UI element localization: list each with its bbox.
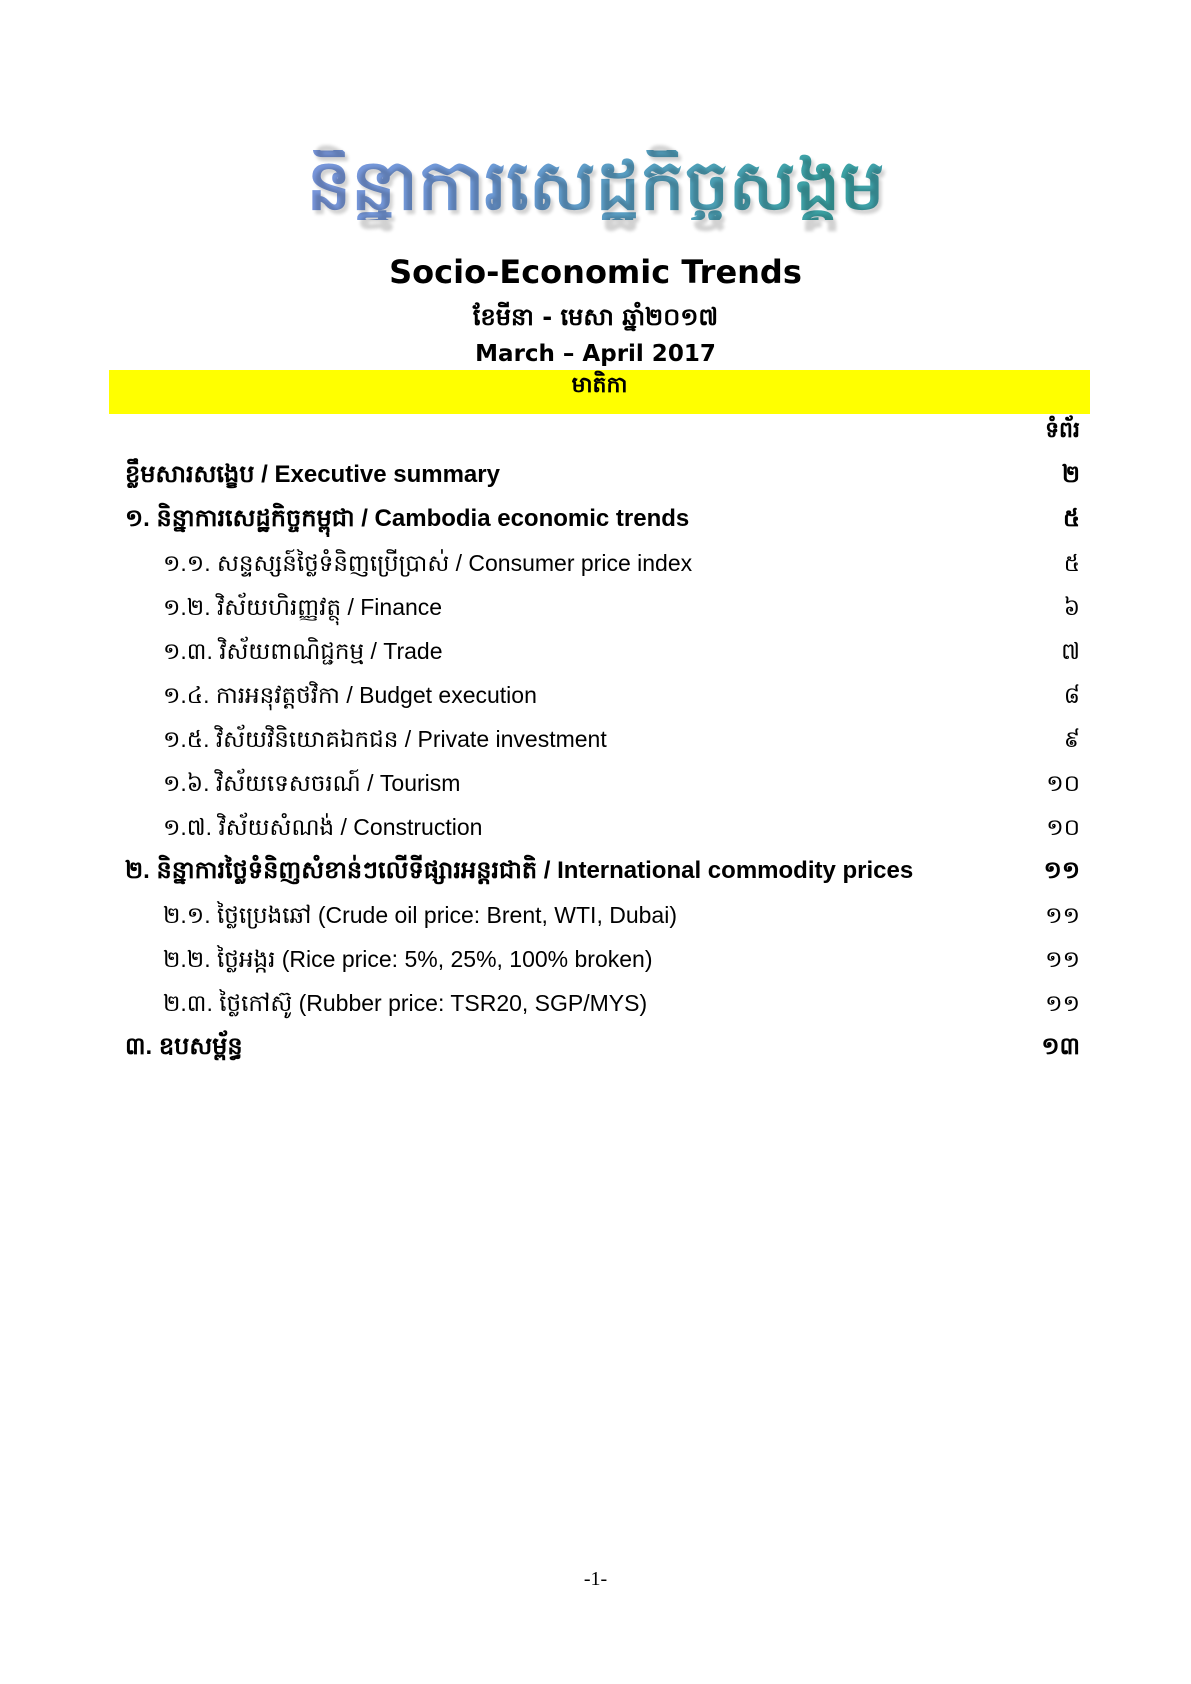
toc-entry-page: ៧ — [1061, 638, 1080, 664]
toc-entry-page: ១១ — [1045, 946, 1080, 972]
khmer-report-period: ខែមីនា - មេសា ឆ្នាំ២០១៧ — [472, 303, 719, 331]
toc-entry-title: ១.៧. វិស័យសំណង់ / Construction — [163, 814, 483, 840]
english-report-period: March – April 2017 — [475, 341, 716, 367]
toc-entry-page: ៦ — [1063, 594, 1080, 620]
toc-entry-title: ១.៦. វិស័យទេសចរណ៍ / Tourism — [163, 770, 461, 796]
toc-entry-title: ១. និន្នាការសេដ្ឋកិច្ចកម្ពុជា / Cambodia economic trends — [125, 505, 690, 532]
toc-entry-title: ២.២. ថ្លៃអង្ករ (Rice price: 5%, 25%, 100% broken) — [163, 946, 653, 972]
toc-entry-page: ៩ — [1063, 726, 1080, 752]
toc-entry-page: ៥ — [1063, 505, 1080, 532]
toc-entry-page: ១១ — [1043, 857, 1080, 884]
toc-entry-title: ២.៣. ថ្លៃកៅស៊ូ (Rubber price: TSR20, SGP/MYS) — [163, 990, 648, 1016]
toc-entry-title: ៣. ឧបសម្ព័ន្ធ — [125, 1033, 243, 1060]
english-report-title: Socio-Economic Trends — [389, 253, 802, 291]
toc-entry-title: ២. និន្នាការថ្លៃទំនិញសំខាន់ៗលើទីផ្សារអន្តរជាតិ / International commodity prices — [125, 857, 914, 884]
khmer-report-title: និន្នាការសេដ្ឋកិច្ចសង្គម — [0, 150, 1191, 220]
toc-entry-page: ៥ — [1063, 550, 1080, 576]
toc-entry-title: ១.២. វិស័យហិរញ្ញវត្ថុ / Finance — [163, 594, 443, 620]
toc-entry-page: ១០ — [1046, 770, 1080, 796]
toc-entry-title: ១.៥. វិស័យវិនិយោគឯកជន / Private investment — [163, 726, 607, 752]
page-number-footer: -1- — [583, 1568, 608, 1590]
toc-banner-label: មាតិកា — [571, 373, 628, 398]
toc-entry-title: ១.៣. វិស័យពាណិជ្ជកម្ម / Trade — [163, 638, 443, 664]
toc-entry-title: ២.១. ថ្លៃប្រេងឆៅ (Crude oil price: Brent, WTI, Dubai) — [163, 902, 677, 928]
toc-entry-page: ៨ — [1063, 682, 1080, 708]
toc-page-column-header: ទំព័រ — [1045, 418, 1080, 443]
toc-entry-page: ១១ — [1045, 990, 1080, 1016]
toc-entry-page: ១១ — [1045, 902, 1080, 928]
toc-entry-page: ១៣ — [1041, 1033, 1080, 1060]
toc-entry-page: ១០ — [1046, 814, 1080, 840]
toc-banner — [109, 370, 1090, 414]
toc-entry-title: ១.៤. ការអនុវត្តថវិកា / Budget execution — [163, 682, 537, 708]
toc-entry-page: ២ — [1061, 461, 1080, 488]
toc-entry-title: ១.១. សន្ទស្សន៍ថ្លៃទំនិញប្រើប្រាស់ / Consumer price index — [163, 550, 693, 576]
toc-entry-title: ខ្លឹមសារសង្ខេប / Executive summary — [125, 461, 500, 488]
